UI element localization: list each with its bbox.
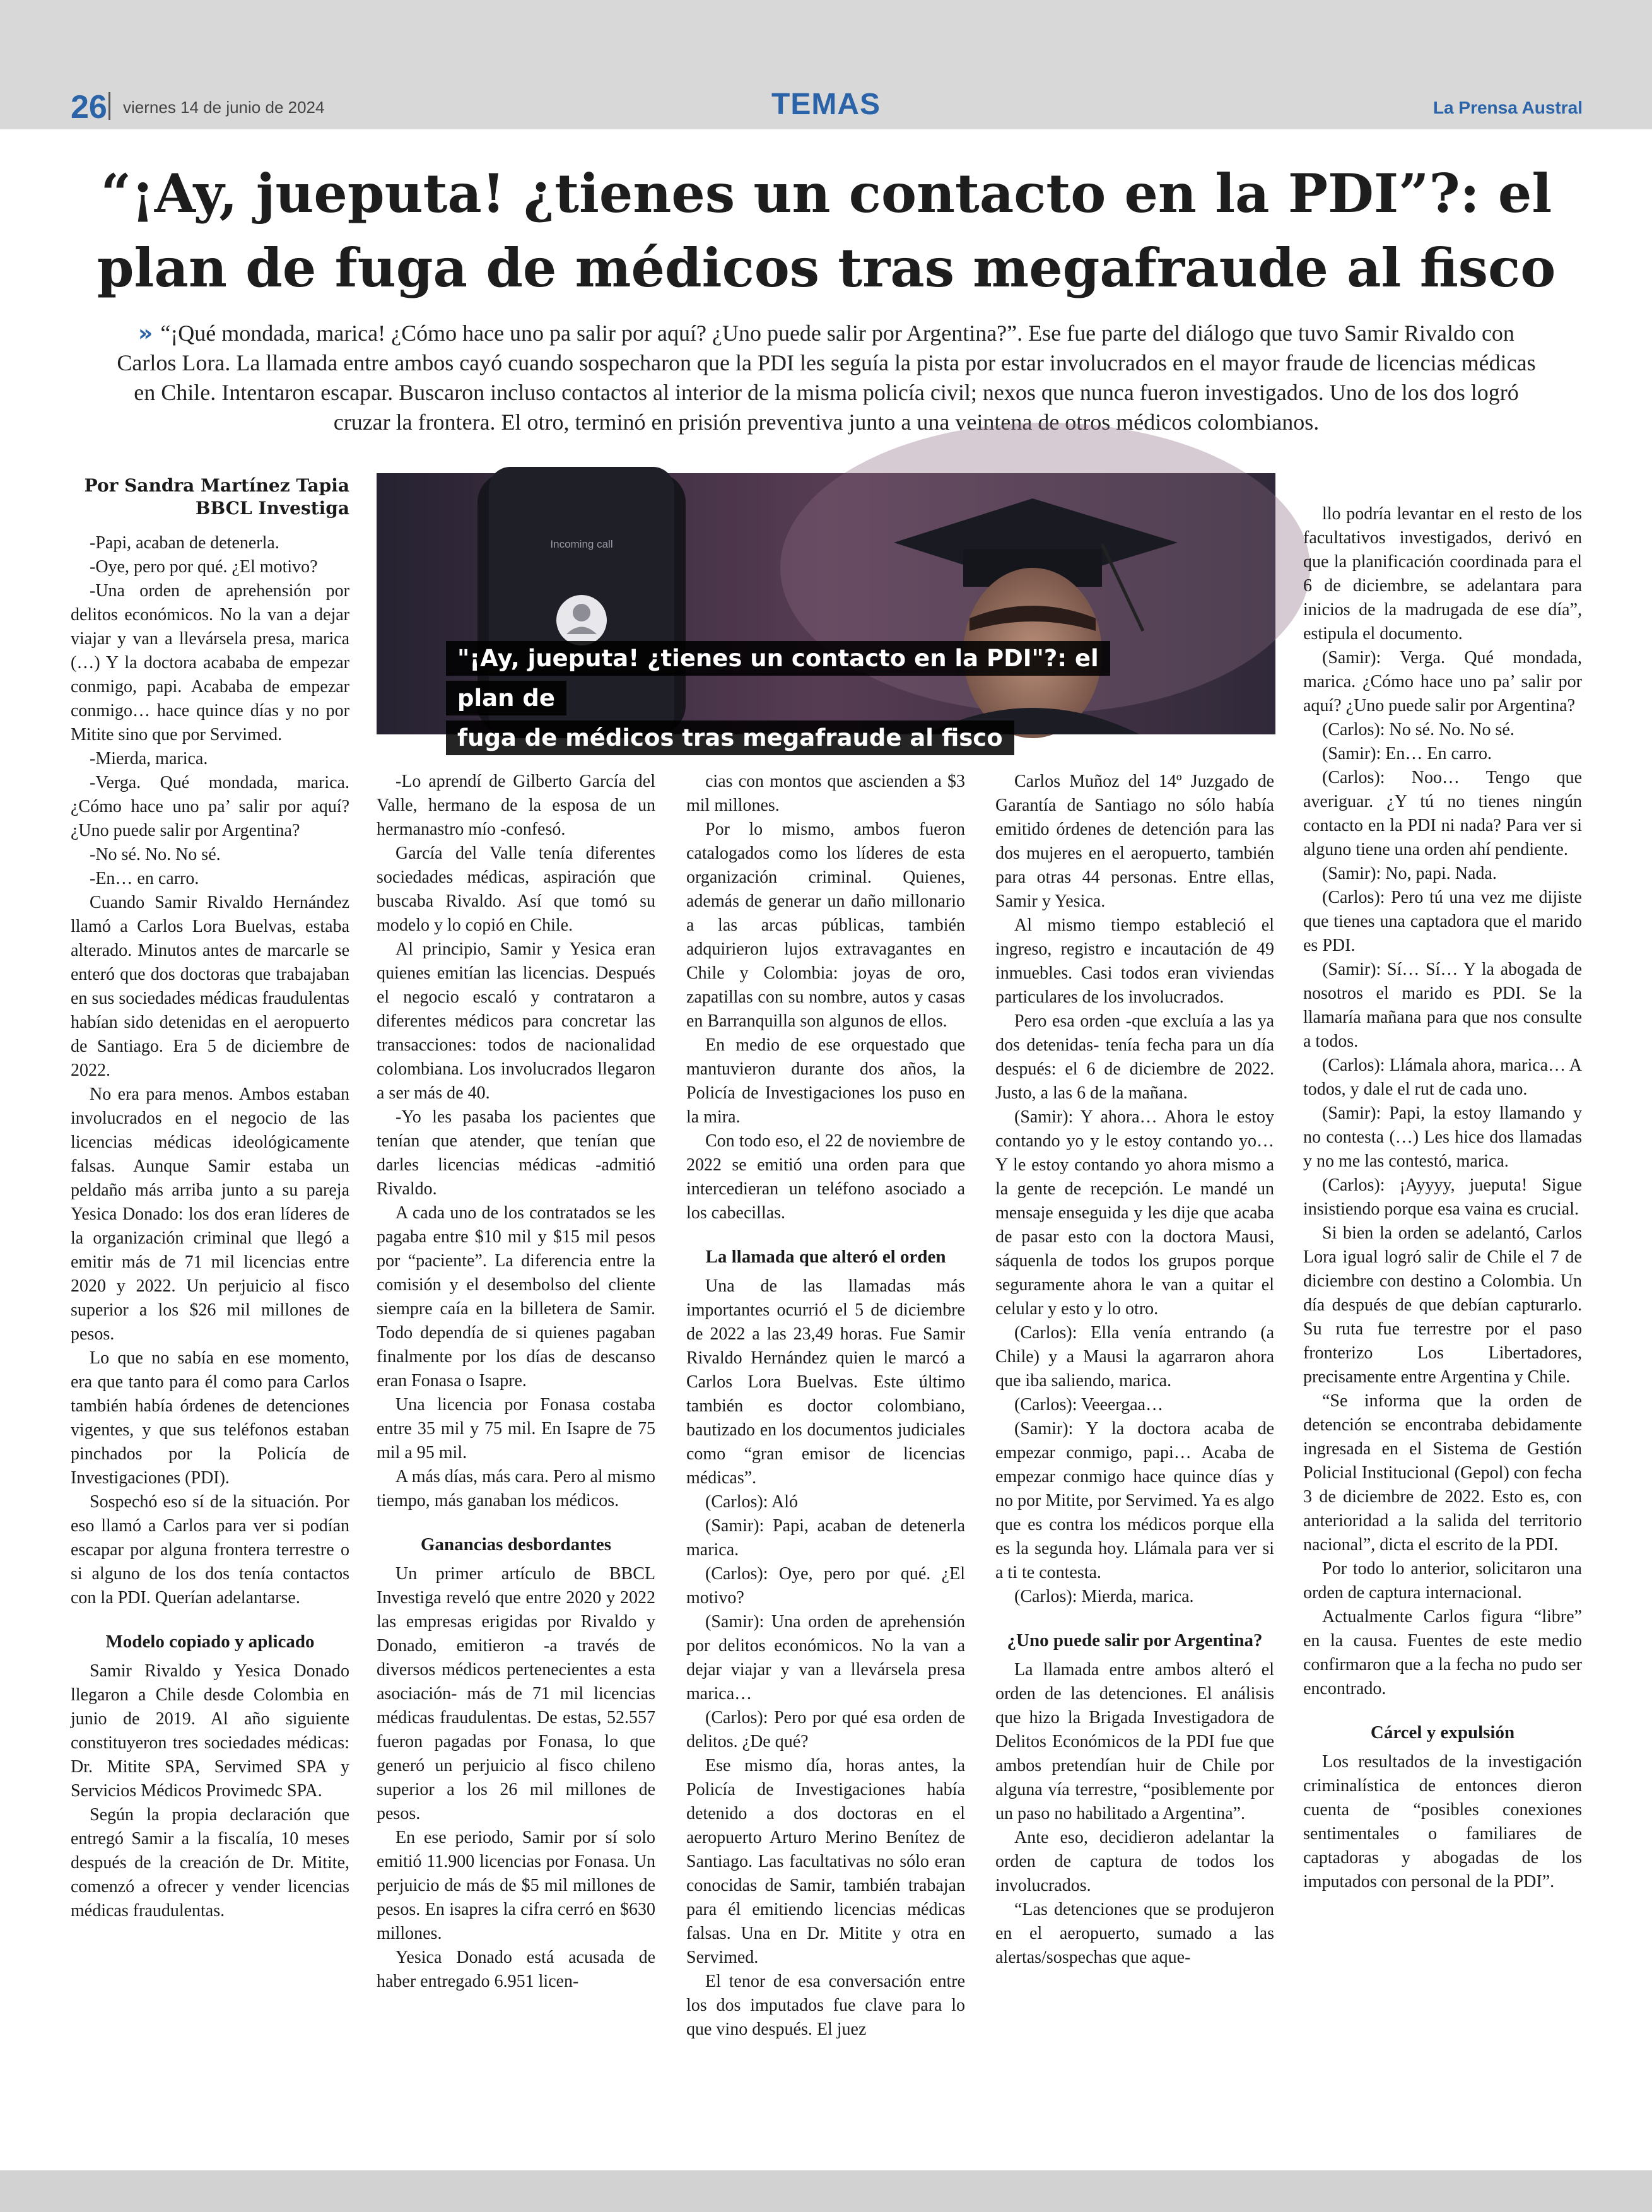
paragraph: llo podría levantar en el resto de los facultativos investigados, derivó en que la planificación coordinada para el 6 de diciembre, se adelantara para inicios de la madrugada de ese día”, estipula el documento.: [1303, 504, 1582, 644]
column-1-body-b: [71, 1659, 349, 1923]
paragraph: -Oye, pero por qué. ¿El motivo?: [90, 557, 318, 577]
article-photo: [377, 473, 1275, 751]
byline: [71, 474, 349, 520]
subheading-carcel: Cárcel y expulsión: [1370, 1722, 1515, 1743]
paragraph: (Samir): En… En carro.: [1322, 744, 1492, 763]
paragraph: Al principio, Samir y Yesica eran quienes emitían las licencias. Después el negocio escaló y contrataron a diferentes médicos para concretar las transacciones: todos de nacionalidad colombiana. Los involucrados llegaron a ser más de 40.: [377, 939, 655, 1103]
paragraph: (Carlos): Aló: [705, 1492, 798, 1512]
subheading-argentina: ¿Uno puede salir por Argentina?: [1007, 1630, 1263, 1650]
paragraph: (Carlos): Pero por qué esa orden de delitos. ¿De qué?: [686, 1708, 965, 1751]
paragraph: Pero esa orden -que excluía a las ya dos detenidas- tenía fecha para un día después: el 6 de diciembre de 2022. Justo, a las 6 de la mañana.: [995, 1011, 1274, 1103]
paragraph: Sospechó eso sí de la situación. Por eso llamó a Carlos para ver si podían escapar por alguna frontera terrestre o si alguno de los dos tenía contactos con la PDI. Querían adelantarse.: [71, 1492, 349, 1608]
section-name: TEMAS: [771, 88, 881, 121]
column-5-body-b: [1303, 1750, 1582, 1894]
column-3-body-b: [686, 1274, 965, 2042]
column-1: [71, 474, 349, 1923]
paragraph: Por todo lo anterior, solicitaron una orden de captura internacional.: [1303, 1559, 1582, 1603]
paragraph: (Carlos): Oye, pero por qué. ¿El motivo?: [686, 1564, 965, 1608]
byline-unit: BBCL Investiga: [195, 498, 349, 519]
paragraph: -Lo aprendí de Gilberto García del Valle, hermano de la esposa de un hermanastro mío -confesó.: [377, 772, 655, 839]
paragraph: Yesica Donado está acusada de haber entregado 6.951 licen-: [377, 1948, 655, 1991]
paragraph: (Samir): Y ahora… Ahora le estoy contando yo y le estoy contando yo… Y le estoy contando yo ahora mismo a la gente de recepción. Le mandé un mensaje enseguida y les dije que acaba de pasar esto con la doctora Mausi, sáquenla de todos los grupos porque seguramente ahora le van a quitar el celular y esto y lo otro.: [995, 1107, 1274, 1319]
paragraph: (Carlos): Noo… Tengo que averiguar. ¿Y tú no tienes ningún contacto en la PDI ni nada? Para ver si alguno tiene una orden ahí pendiente.: [1303, 768, 1582, 859]
photo-caption-line-2: fuga de médicos tras megafraude al fisco: [446, 721, 1014, 755]
paragraph: Según la propia declaración que entregó Samir a la fiscalía, 10 meses después de la creación de Dr. Mitite, comenzó a ofrecer y vender licencias médicas fraudulentas.: [71, 1805, 349, 1921]
publication-name: La Prensa Austral: [1432, 98, 1583, 117]
column-1-body: [71, 531, 349, 1610]
paragraph: -Mierda, marica.: [90, 749, 208, 768]
column-5: [1303, 502, 1582, 1894]
column-2: [377, 770, 655, 1994]
paragraph: (Samir): Papi, acaban de detenerla marica.: [686, 1516, 965, 1560]
paragraph: Un primer artículo de BBCL Investiga reveló que entre 2020 y 2022 las empresas erigidas por Rivaldo y Donado, emitieron -a través de diversos médicos pertenecientes a esta asociación- más de 71 mil licencias médicas fraudulentas. De estas, 52.557 fueron pagadas por Fonasa, lo que generó un perjuicio al fisco chileno superior a los 26 mil millones de pesos.: [377, 1564, 655, 1823]
paragraph: (Samir): Sí… Sí… Y la abogada de nosotros el marido es PDI. Se la llamaría mañana para que nos consulte a todos.: [1303, 960, 1582, 1051]
paragraph: (Carlos): Ella venía entrando (a Chile) y a Mausi la agarraron ahora que iba saliendo, marica.: [995, 1323, 1274, 1391]
paragraph: (Carlos): ¡Ayyyy, jueputa! Sigue insistiendo porque esa vaina es crucial.: [1303, 1175, 1582, 1219]
paragraph: -Papi, acaban de detenerla.: [90, 533, 279, 553]
column-2-body: [377, 770, 655, 1513]
issue-date: viernes 14 de junio de 2024: [123, 98, 325, 117]
paragraph: Los resultados de la investigación criminalística de entonces dieron cuenta de “posibles conexiones sentimentales o familiares de captadoras y abogadas de los imputados con personal de la PDI”.: [1303, 1752, 1582, 1891]
column-4: [995, 770, 1274, 1970]
column-4-body-b: [995, 1658, 1274, 1970]
subheading-llamada: La llamada que alteró el orden: [705, 1247, 946, 1267]
paragraph: -No sé. No. No sé.: [90, 845, 221, 864]
paragraph: Samir Rivaldo y Yesica Donado llegaron a Chile desde Colombia en junio de 2019. Al año siguiente constituyeron tres sociedades médicas: Dr. Mitite SPA, Servimed SPA y Servicios Médicos Provimedc SPA.: [71, 1661, 349, 1801]
column-4-body: [995, 770, 1274, 1609]
paragraph: Lo que no sabía en ese momento, era que tanto para él como para Carlos también había órdenes de detenciones vigentes, y que sus teléfonos estaban pinchados por la Policía de Investigaciones (PDI).: [71, 1348, 349, 1488]
paragraph: Carlos Muñoz del 14º Juzgado de Garantía de Santiago no sólo había emitido órdenes de detención para las dos mujeres en el aeropuerto, también para otras 44 personas. Entre ellas, Samir y Yesica.: [995, 772, 1274, 911]
paragraph: (Carlos): No sé. No. No sé.: [1322, 720, 1514, 739]
article-lead: [114, 319, 1539, 437]
paragraph: (Carlos): Llámala ahora, marica… A todos, y dale el rut de cada uno.: [1303, 1056, 1582, 1099]
paragraph: (Samir): Y la doctora acaba de empezar conmigo, papi… Acaba de empezar conmigo hace quince días y no por Mitite, por Servimed. Ya es algo que es contra los médicos porque ella es la segunda hoy. Llámala para ver si a ti te contesta.: [995, 1419, 1274, 1582]
column-5-body: [1303, 502, 1582, 1701]
page-header-bar: [0, 0, 1652, 129]
paragraph: “Se informa que la orden de detención se encontraba debidamente ingresada en el Sistema de Gestión Policial Institucional (Gepol) con fecha 3 de diciembre de 2022. Esto es, con anterioridad a la salida del territorio nacional”, dicta el escrito de la PDI.: [1303, 1391, 1582, 1555]
paragraph: (Samir): No, papi. Nada.: [1322, 864, 1497, 883]
subheading-modelo: Modelo copiado y aplicado: [105, 1632, 315, 1652]
page-number: 26: [71, 89, 107, 126]
photo-caption-line-1: "¡Ay, jueputa! ¿tienes un contacto en la PDI"?: el plan de: [446, 641, 1110, 715]
paragraph: cias con montos que ascienden a $3 mil millones.: [686, 772, 965, 815]
paragraph: (Carlos): Pero tú una vez me dijiste que tienes una captadora que el marido es PDI.: [1303, 888, 1582, 955]
paragraph: -Una orden de aprehensión por delitos económicos. No la van a dejar viajar y van a llevársela presa, marica (…) Y la doctora acababa de empezar conmigo, papi. Acababa de empezar conmigo… hace quince días y no por Mitite sino que por Servimed.: [71, 581, 349, 744]
paragraph: Una licencia por Fonasa costaba entre 35 mil y 75 mil. En Isapre de 75 mil a 95 mil.: [377, 1395, 655, 1462]
paragraph: Al mismo tiempo estableció el ingreso, registro e incautación de 49 inmuebles. Casi todos eran viviendas particulares de los involucrados.: [995, 915, 1274, 1007]
paragraph: Actualmente Carlos figura “libre” en la causa. Fuentes de este medio confirmaron que a la fecha no pudo ser encontrado.: [1303, 1607, 1582, 1698]
paragraph: No era para menos. Ambos estaban involucrados en el negocio de las licencias médicas ideológicamente falsas. Aunque Samir estaba un peldaño más arriba junto a su pareja Yesica Donado: los dos eran líderes de la organización criminal que llegó a emitir más de 71 mil licencias entre 2020 y 2022. Un perjuicio al fisco superior a los $26 mil millones de pesos.: [71, 1085, 349, 1344]
paragraph: Si bien la orden se adelantó, Carlos Lora igual logró salir de Chile el 7 de diciembre con destino a Colombia. Un día después de que debían capturarlo. Su ruta fue terrestre por el paso fronterizo Los Libertadores, precisamente entre Argentina y Chile.: [1303, 1223, 1582, 1387]
paragraph: (Carlos): Veeergaa…: [1014, 1395, 1164, 1415]
paragraph: “Las detenciones que se produjeron en el aeropuerto, sumado a las alertas/sospechas que aque-: [995, 1900, 1274, 1967]
paragraph: (Samir): Verga. Qué mondada, marica. ¿Cómo hace uno pa’ salir por aquí? ¿Uno puede salir por Argentina?: [1303, 648, 1582, 715]
paragraph: Por lo mismo, ambos fueron catalogados como los líderes de esta organización criminal. Quienes, además de generar un daño millonario a las arcas públicas, también adquirieron lujos extravagantes en Chile y Colombia: joyas de oro, zapatillas con su nombre, autos y casas en Barranquilla son algunos de ellos.: [686, 820, 965, 1031]
paragraph: -Yo les pasaba los pacientes que tenían que atender, que tenían que darles licencias médicas -admitió Rivaldo.: [377, 1107, 655, 1199]
article-headline: “¡Ay, jueputa! ¿tienes un contacto en la PDI”?: el plan de fuga de médicos tras megafraude al fisco: [97, 162, 1556, 299]
paragraph: Con todo eso, el 22 de noviembre de 2022 se emitió una orden para que intercedieran un teléfono asociado a los cabecillas.: [686, 1131, 965, 1223]
paragraph: -Verga. Qué mondada, marica. ¿Cómo hace uno pa’ salir por aquí? ¿Uno puede salir por Argentina?: [71, 773, 349, 840]
double-chevron-right-icon: »: [138, 321, 153, 346]
phone-screen-text: Incoming call: [550, 538, 613, 550]
column-2-body-b: [377, 1562, 655, 1994]
user-avatar-icon: [556, 595, 607, 645]
paragraph: A cada uno de los contratados se les pagaba entre $10 mil y $15 mil pesos por “paciente”. La diferencia entre la comisión y el desembolso del cliente siempre caía en la billetera de Samir. Todo dependía de si quienes pagaban finalmente por los días de descanso eran Fonasa o Isapre.: [377, 1203, 655, 1391]
byline-author: Por Sandra Martínez Tapia: [84, 475, 349, 496]
paragraph: -En… en carro.: [90, 869, 199, 888]
paragraph: El tenor de esa conversación entre los dos imputados fue clave para lo que vino después. El juez: [686, 1972, 965, 2039]
column-3: [686, 770, 965, 2042]
column-3-body: [686, 770, 965, 1225]
photo-caption: [446, 638, 1152, 758]
paragraph: (Samir): Papi, la estoy llamando y no contesta (…) Les hice dos llamadas y no me las contestó, marica.: [1303, 1103, 1582, 1171]
paragraph: A más días, más cara. Pero al mismo tiempo, más ganaban los médicos.: [377, 1467, 655, 1510]
paragraph: Ante eso, decidieron adelantar la orden de captura de todos los involucrados.: [995, 1828, 1274, 1895]
paragraph: (Samir): Una orden de aprehensión por delitos económicos. No la van a dejar viajar y van a llevársela presa marica…: [686, 1612, 965, 1703]
lead-text: “¡Qué mondada, marica! ¿Cómo hace uno pa salir por aquí? ¿Uno puede salir por Argentina?”. Ese fue parte del diálogo que tuvo Samir Rivaldo con Carlos Lora. La llamada entre ambos cayó cuando sospecharon que la PDI les seguía la pista por estar involucrados en el mayor fraude de licencias médicas en Chile. Intentaron escapar. Buscaron incluso contactos al interior de la misma policía civil; nexos que nunca fueron investigados. Uno de los dos logró cruzar la frontera. El otro, terminó en prisión preventiva junto a una veintena de otros médicos colombianos.: [117, 321, 1536, 435]
paragraph: (Carlos): Mierda, marica.: [1014, 1587, 1194, 1606]
paragraph: En medio de ese orquestado que mantuvieron durante dos años, la Policía de Investigaciones los puso en la mira.: [686, 1035, 965, 1127]
paragraph: La llamada entre ambos alteró el orden de las detenciones. El análisis que hizo la Brigada Investigadora de Delitos Económicos de la PDI fue que ambos pretendían huir de Chile por alguna vía terrestre, “posiblemente por un paso no habilitado a Argentina”.: [995, 1660, 1274, 1823]
paragraph: Ese mismo día, horas antes, la Policía de Investigaciones había detenido a dos doctoras en el aeropuerto Arturo Merino Benítez de Santiago. Las facultativas no sólo eran conocidas de Samir, también trabajan para él emitiendo licencias médicas falsas. Una en Dr. Mitite y otra en Servimed.: [686, 1756, 965, 1967]
page-footer-bar: [0, 2170, 1652, 2212]
subheading-ganancias: Ganancias desbordantes: [420, 1534, 612, 1555]
paragraph: En ese periodo, Samir por sí solo emitió 11.900 licencias por Fonasa. Un perjuicio de más de $5 mil millones de pesos. En isapres la cifra cerró en $630 millones.: [377, 1828, 655, 1943]
paragraph: Cuando Samir Rivaldo Hernández llamó a Carlos Lora Buelvas, estaba alterado. Minutos antes de marcarle se enteró que dos doctoras que trabajaban en sus sociedades médicas fraudulentas habían sido detenidas en el aeropuerto de Santiago. Era 5 de diciembre de 2022.: [71, 893, 349, 1080]
paragraph: García del Valle tenía diferentes sociedades médicas, aspiración que buscaba Rivaldo. Así que tomó su modelo y lo copió en Chile.: [377, 844, 655, 935]
paragraph: Una de las llamadas más importantes ocurrió el 5 de diciembre de 2022 a las 23,49 horas. Fue Samir Rivaldo Hernández quien le marcó a Carlos Lora Buelvas. Este último también es doctor colombiano, bautizado en los documentos judiciales como “gran emisor de licencias médicas”.: [686, 1276, 965, 1488]
